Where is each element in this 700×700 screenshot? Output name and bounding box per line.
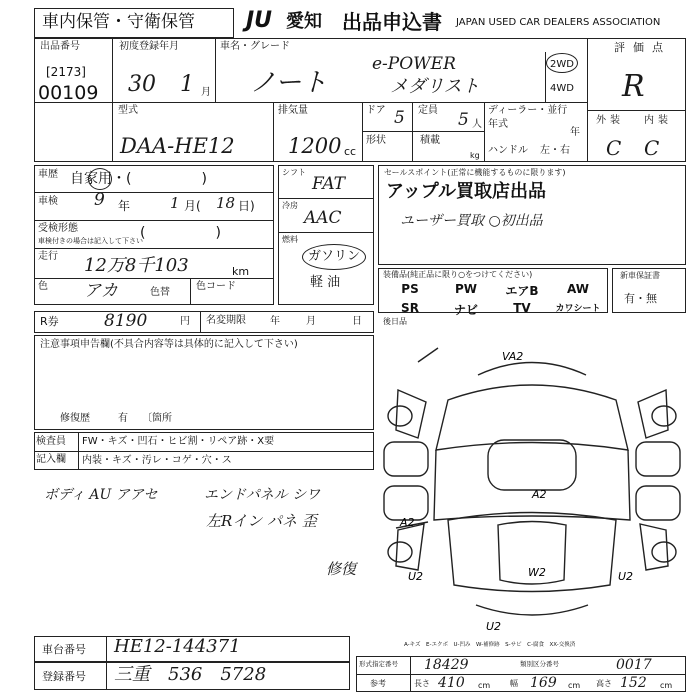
selling-points-headline: アップル買取店出品	[386, 181, 547, 202]
drive-2wd-circle	[546, 53, 578, 73]
history-value: 自家用・( )	[70, 171, 207, 187]
diagram-mark: A2	[400, 516, 415, 529]
receipt-paren: ( )	[140, 225, 221, 241]
capacity-value: 5	[458, 110, 469, 130]
selling-points-note: ユーザー買取 ○初出品	[400, 213, 543, 229]
displacement-unit: cc	[344, 145, 357, 158]
type-value: DAA-HE12	[120, 134, 235, 158]
note-line4: 修復	[326, 560, 357, 578]
height-label: 高さ	[596, 679, 612, 688]
diagram-mark: U2	[618, 570, 634, 583]
equipment-item: PS	[401, 282, 419, 296]
doors-value: 5	[394, 108, 405, 128]
shaken-year-unit: 年	[118, 199, 131, 213]
color-label: 色	[38, 281, 48, 292]
note-line3: 左Rイン パネ 歪	[206, 512, 317, 530]
color-code-label: 色コード	[196, 281, 236, 292]
warranty-label: 新車保証書	[620, 271, 660, 280]
drive-4wd: 4WD	[550, 83, 574, 94]
warranty-value: 有・無	[624, 292, 657, 305]
note-line1: ボディ AU アアセ	[44, 487, 158, 503]
left-rear-door-outline	[384, 486, 428, 520]
doors-label: ドア	[366, 105, 386, 116]
equipment-item: カワシート	[555, 304, 601, 314]
dealer-label: ディーラー・並行	[488, 105, 568, 116]
load-label: 積載	[420, 135, 440, 146]
receipt-note: 車検付きの場合は記入して下さい	[38, 237, 143, 245]
equipment-item: SR	[401, 301, 419, 315]
lot-label: 出品番号	[40, 41, 80, 52]
fuel-gasoline: ガソリン	[308, 249, 361, 264]
diagram-mark: A2	[532, 488, 547, 501]
shaken-month-unit: 月(	[184, 199, 201, 213]
year-unit: 年	[570, 127, 580, 138]
handle-label: ハンドル	[488, 145, 528, 156]
later-items-label: 後日品	[383, 317, 407, 326]
length-label: 長さ	[414, 679, 430, 688]
front-left-wheel-outline	[388, 406, 412, 426]
model-label: 車名・グレード	[220, 41, 290, 52]
rear-left-wheel-outline	[388, 542, 412, 562]
class-code-label: 類別区分番号	[520, 660, 559, 668]
roof-outline	[488, 440, 576, 490]
exterior-checks: FW・キズ・凹石・ヒビ割・リペア跡・X要	[82, 436, 275, 447]
history-label: 車歴	[38, 169, 58, 180]
rating-interior-label: 内装	[644, 115, 672, 126]
height-unit: cm	[660, 681, 673, 690]
type-code-label: 形式指定番号	[359, 660, 398, 668]
right-front-door-outline	[636, 442, 680, 476]
equipment-item: PW	[454, 282, 478, 296]
ref-label: 参考	[370, 679, 386, 688]
shaken-year: 9	[94, 190, 105, 210]
recycle-row	[34, 311, 374, 333]
storage-label: 車内保管・守衛保管	[42, 12, 195, 32]
registration-label: 初度登録年月	[119, 41, 179, 52]
recycle-value: 8190	[104, 311, 148, 331]
trunk-outline	[448, 513, 616, 592]
logo-mark: JU	[246, 8, 273, 33]
equipment-item: TV	[513, 301, 531, 315]
model-grade-line2: メダリスト	[390, 76, 480, 97]
selling-points-label: セールスポイント(正常に機能するものに限ります)	[384, 168, 566, 177]
color-value: アカ	[84, 281, 118, 301]
lot-number: 00109	[38, 82, 99, 104]
association-name: JAPAN USED CAR DEALERS ASSOCIATION	[456, 17, 661, 28]
form-title: 出品申込書	[342, 10, 442, 34]
remarks-label: 注意事項申告欄(不具合内容等は具体的に記入して下さい)	[40, 339, 298, 350]
shaken-month: 1	[170, 194, 180, 212]
org-name: 愛知	[286, 11, 322, 32]
fuel-label: 燃料	[282, 235, 298, 244]
right-front-fender-outline	[638, 390, 668, 438]
inspector-label: 検査員	[36, 436, 66, 447]
model-name: ノート	[250, 68, 328, 98]
equipment-label: 装備品(純正品に限り○をつけてください)	[383, 270, 533, 279]
shift-value: FAT	[312, 174, 346, 194]
class-code-value: 0017	[616, 657, 652, 673]
year-label: 年式	[488, 119, 508, 130]
width-unit: cm	[568, 681, 581, 690]
capacity-unit: 人	[472, 119, 482, 130]
repair-label: 修復歴	[60, 413, 90, 424]
note-line2: エンドパネル シワ	[204, 487, 321, 503]
length-value: 410	[438, 675, 465, 691]
recycle-unit: 円	[180, 316, 190, 327]
name-change-year: 年	[270, 316, 280, 327]
history-circle	[88, 168, 112, 190]
mileage-label: 走行	[38, 251, 58, 262]
width-value: 169	[530, 675, 557, 691]
length-unit: cm	[478, 681, 491, 690]
name-change-day: 日	[352, 316, 362, 327]
left-front-door-outline	[384, 442, 428, 476]
drive-2wd: 2WD	[550, 59, 574, 70]
name-change-month: 月	[306, 316, 316, 327]
mileage-value: 12万8千103	[84, 255, 189, 276]
aircon-value: AAC	[304, 208, 342, 228]
diagram-mark: VA2	[502, 350, 524, 363]
plate-value: 三重 536 5728	[114, 664, 267, 685]
model-grade-line1: e-POWER	[372, 54, 456, 74]
shape-label: 形状	[366, 135, 386, 146]
registration-month: 1	[180, 72, 194, 97]
receipt-label: 受検形態	[38, 223, 78, 234]
fuel-diesel: 軽 油	[310, 275, 341, 290]
mileage-unit: km	[232, 265, 250, 278]
shaken-label: 車検	[38, 196, 58, 207]
displacement-label: 排気量	[278, 105, 308, 116]
front-right-wheel-outline	[652, 406, 676, 426]
aircon-label: 冷房	[282, 201, 298, 210]
equipment-item: ナビ	[453, 303, 478, 317]
name-change-label: 名変期限	[206, 315, 246, 326]
inspector-label2: 記入欄	[36, 454, 66, 465]
left-front-fender-outline	[396, 390, 426, 438]
registration-month-unit: 月	[201, 87, 211, 98]
lot-small-number: [2173]	[46, 65, 86, 79]
rear-bumper-outline	[476, 605, 588, 615]
width-label: 幅	[510, 679, 518, 688]
displacement-value: 1200	[288, 134, 342, 158]
repair-value: 有	[118, 413, 128, 424]
height-value: 152	[620, 675, 647, 691]
diagram-mark: W2	[528, 566, 546, 579]
rear-right-wheel-outline	[652, 542, 676, 562]
body-sides-outline	[434, 450, 630, 520]
interior-checks: 内装・キズ・汚レ・コゲ・穴・ス	[82, 455, 232, 466]
shaken-day-unit: 日)	[238, 199, 255, 213]
diagram-mark: U2	[486, 620, 502, 630]
right-rear-door-outline	[636, 486, 680, 520]
car-damage-diagram	[378, 330, 686, 630]
registration-year: 30	[128, 72, 156, 97]
equipment-item: AW	[567, 282, 589, 296]
diagram-mark: U2	[408, 570, 424, 583]
diagram-legend: A-キズ E-エクボ U-凹み W-補修跡 S-サビ C-腐食 XX-交換済	[404, 642, 576, 648]
handle-value: 左・右	[540, 145, 570, 156]
chassis-label: 車台番号	[42, 643, 86, 656]
recycle-label: R券	[40, 315, 59, 328]
chassis-value: HE12-144371	[114, 636, 241, 657]
type-label: 型式	[118, 105, 138, 116]
rating-label: 評価点	[614, 41, 671, 54]
rating-exterior-value: C	[606, 136, 622, 160]
equipment-items	[382, 282, 606, 318]
color-change-label: 色替	[150, 287, 170, 298]
equipment-item: エアB	[505, 284, 539, 298]
shaken-day: 18	[216, 194, 236, 212]
rating-value: R	[622, 69, 645, 104]
shift-label: シフト	[282, 168, 306, 177]
repair-place: 〔箇所	[142, 413, 172, 424]
front-bumper-outline	[478, 363, 586, 376]
rating-exterior-label: 外装	[596, 115, 624, 126]
mark-arrow-va2	[418, 348, 438, 362]
capacity-label: 定員	[418, 105, 438, 116]
type-code-value: 18429	[424, 657, 469, 673]
rating-interior-value: C	[644, 136, 660, 160]
plate-label: 登録番号	[42, 670, 86, 683]
load-unit: kg	[470, 151, 480, 160]
fuel-gasoline-circle	[302, 244, 366, 270]
